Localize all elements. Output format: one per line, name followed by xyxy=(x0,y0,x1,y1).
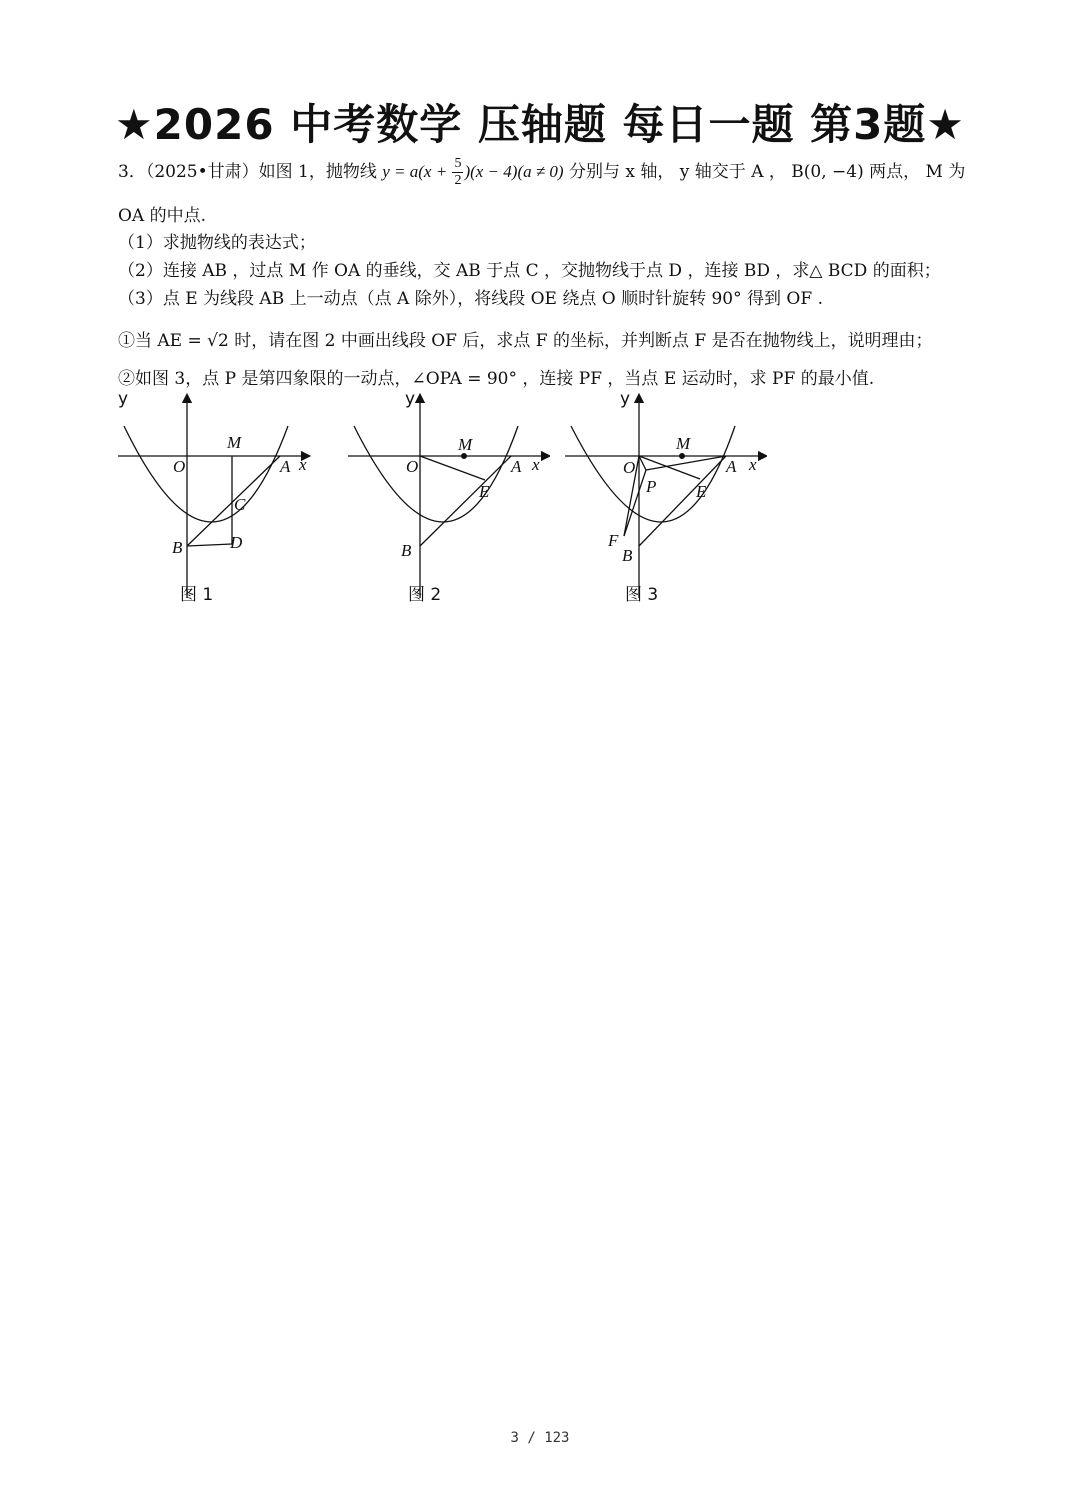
figure-1 xyxy=(110,388,320,617)
label-p: P xyxy=(646,477,657,496)
segment-ab xyxy=(420,456,511,546)
figure-3-diagram xyxy=(557,388,767,613)
label-y: y xyxy=(405,389,416,409)
formula-left: y = a(x + xyxy=(382,162,452,181)
figure-1-caption: 图 1 xyxy=(180,585,214,605)
label-d: D xyxy=(230,533,243,552)
label-e: E xyxy=(696,482,707,501)
label-b: B xyxy=(172,538,183,557)
figure-2-diagram xyxy=(340,388,550,613)
label-a: A xyxy=(280,457,291,476)
label-x: x xyxy=(299,455,307,474)
label-b: B xyxy=(401,541,412,560)
problem-intro-continued: 分别与 x 轴， y 轴交于 A ， B(0, −4) 两点， M 为 xyxy=(563,162,966,182)
label-m: M xyxy=(458,435,473,454)
label-o: O xyxy=(173,457,186,476)
page-title: ★2026 中考数学 压轴题 每日一题 第3题★ xyxy=(115,100,965,149)
fraction-denominator: 2 xyxy=(454,173,462,188)
label-x: x xyxy=(532,455,540,474)
figure-2 xyxy=(340,388,550,617)
label-x: x xyxy=(749,455,757,474)
label-a: A xyxy=(726,457,737,476)
label-m: M xyxy=(676,434,691,453)
figure-3 xyxy=(557,388,767,617)
label-f: F xyxy=(608,531,619,550)
question-3-part-1: ①当 AE = √2 时，请在图 2 中画出线段 OF 后，求点 F 的坐标，并判断点 F 是否在抛物线上，说明理由； xyxy=(118,331,933,351)
figure-3-caption: 图 3 xyxy=(625,585,659,605)
point-m xyxy=(679,453,685,459)
question-2: （2）连接 AB ，过点 M 作 OA 的垂线，交 AB 于点 C ，交抛物线于点 D ，连接 BD ，求△ BCD 的面积； xyxy=(118,261,941,281)
fraction-numerator: 5 xyxy=(454,156,462,171)
label-o: O xyxy=(623,458,636,477)
problem-intro-line-2: OA 的中点. xyxy=(118,206,207,226)
label-c: C xyxy=(234,495,246,514)
label-a: A xyxy=(511,457,522,476)
question-3: （3）点 E 为线段 AB 上一动点（点 A 除外），将线段 OE 绕点 O 顺时针旋转 90° 得到 OF . xyxy=(118,289,823,309)
question-1: （1）求抛物线的表达式； xyxy=(118,233,316,253)
label-y: y xyxy=(118,389,129,409)
page-number: 3 / 123 xyxy=(510,1430,570,1446)
label-m: M xyxy=(227,433,242,452)
figure-2-caption: 图 2 xyxy=(408,585,442,605)
segment-bd xyxy=(187,544,232,546)
problem-intro-text: 3．（2025•甘肃）如图 1，抛物线 xyxy=(118,162,383,182)
figure-1-diagram xyxy=(110,388,320,613)
problem-intro-line xyxy=(118,156,965,189)
label-b: B xyxy=(622,546,633,565)
segment-oe xyxy=(639,456,700,479)
parabola xyxy=(124,426,288,522)
question-3-part-2: ②如图 3，点 P 是第四象限的一动点，∠OPA = 90° ，连接 PF ，当点 E 运动时，求 PF 的最小值. xyxy=(118,369,875,389)
label-y: y xyxy=(620,389,631,409)
formula-right: )(x − 4)(a ≠ 0) xyxy=(464,162,564,181)
parabola xyxy=(571,426,735,522)
segment-oe xyxy=(420,456,485,480)
fraction xyxy=(452,156,463,189)
label-o: O xyxy=(406,457,419,476)
label-e: E xyxy=(479,482,490,501)
